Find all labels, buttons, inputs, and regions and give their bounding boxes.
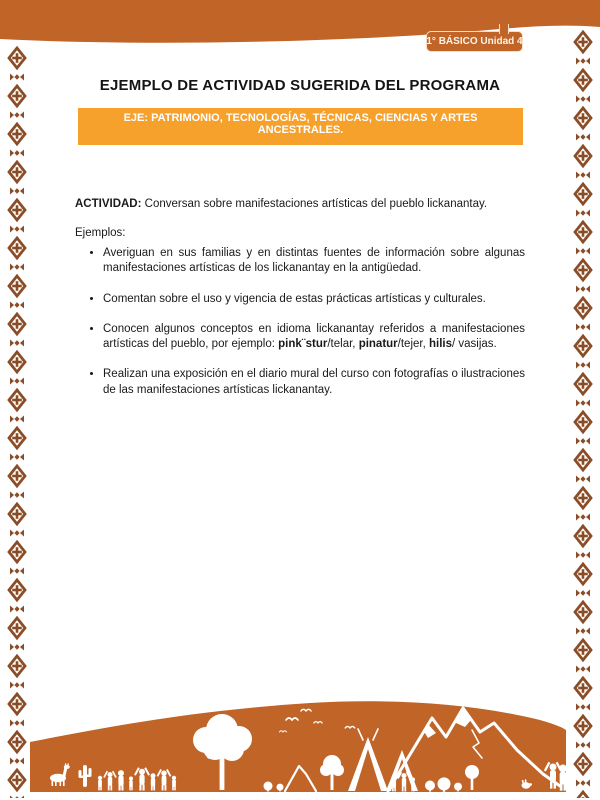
example-bullet bbox=[103, 292, 525, 307]
andean-pattern-border-left bbox=[7, 46, 27, 798]
bullet-text: Realizan una exposición en el diario mural del curso con fotografías o ilustraciones de las manifestaciones artísticas lickanantay. bbox=[103, 368, 525, 396]
bullet-text: Conocen algunos conceptos en idioma lickanantay referidos a manifestaciones artísticas del pueblo, por ejemplo: bbox=[103, 322, 525, 351]
bullet-text: Averiguan en sus familias y en distintas fuentes de información sobre algunas manifestaciones artísticas de los lickanantay en la antigüedad. bbox=[103, 247, 525, 275]
bullet-text: / vasijas. bbox=[452, 338, 497, 351]
lickanantay-term: hilis bbox=[429, 338, 453, 351]
eje-banner: EJE: PATRIMONIO, TECNOLOGÍAS, TÉCNICAS, CIENCIAS Y ARTES ANCESTRALES. bbox=[78, 108, 523, 145]
bullet-text: /tejer, bbox=[397, 338, 429, 351]
andean-pattern-border-right bbox=[573, 30, 593, 798]
bullet-text: /telar, bbox=[327, 338, 359, 351]
example-bullet bbox=[103, 322, 525, 353]
examples-label: Ejemplos: bbox=[75, 227, 126, 239]
activity-label: ACTIVIDAD: bbox=[75, 198, 142, 210]
unit-badge: 1° BÁSICO Unidad 4 bbox=[426, 31, 523, 52]
lickanantay-term: pinatur bbox=[358, 338, 398, 351]
bullet-text: Comentan sobre el uso y vigencia de estas prácticas artísticas y culturales. bbox=[103, 292, 486, 305]
lickanantay-term: pink¨stur bbox=[278, 338, 328, 351]
andean-landscape-illustration bbox=[0, 690, 600, 796]
example-bullet bbox=[103, 246, 525, 277]
activity-paragraph bbox=[75, 197, 525, 212]
page-title: EJEMPLO DE ACTIVIDAD SUGERIDA DEL PROGRAMA bbox=[99, 77, 501, 94]
activity-text: Conversan sobre manifestaciones artísticas del pueblo lickanantay. bbox=[141, 198, 488, 210]
example-bullet bbox=[103, 367, 525, 398]
examples-list bbox=[75, 246, 525, 413]
